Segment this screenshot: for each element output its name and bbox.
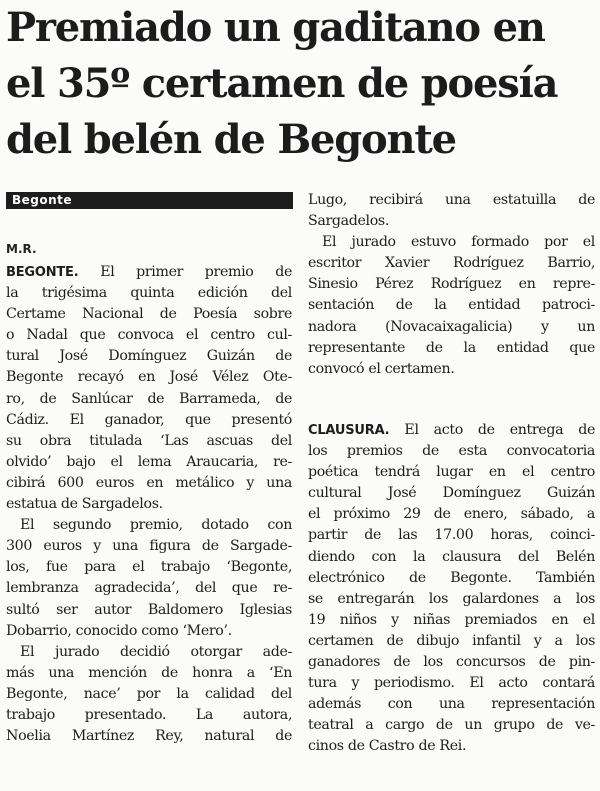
text-line: ro, de Sanlúcar de Barrameda, de xyxy=(6,390,292,407)
text-line: los, fue para el trabajo ‘Begonte, xyxy=(6,559,292,576)
headline xyxy=(6,0,596,168)
text-line: teatral a cargo de un grupo de ve- xyxy=(308,717,595,734)
text-line: partir de las 17.00 horas, coinci- xyxy=(308,527,595,544)
text-line: cibirá 600 euros en metálico y una xyxy=(6,474,292,491)
text-line: Certame Nacional de Poesía sobre xyxy=(6,306,292,323)
text-line: Sargadelos. xyxy=(308,213,389,230)
text-line: cinos de Castro de Rei. xyxy=(308,738,467,755)
text-line: trabajo presentado. La autora, xyxy=(6,706,292,723)
text-line: tural José Domínguez Guizán de xyxy=(6,348,292,365)
text-line: nadora (Novacaixagalicia) y un xyxy=(308,318,595,335)
right-column-body-bottom xyxy=(308,420,595,758)
text-line: el próximo 29 de enero, sábado, a xyxy=(308,506,595,523)
text-line: la trigésima quinta edición del xyxy=(6,285,292,302)
headline-line: el 35º certamen de poesía xyxy=(6,60,558,107)
text-line: estatua de Sargadelos. xyxy=(6,496,163,513)
text-line: El jurado estuvo formado por el xyxy=(322,234,595,251)
text-line: certamen de dibujo infantil y a los xyxy=(308,632,595,649)
text-line: Dobarrio, conocido como ‘Mero’. xyxy=(6,622,232,639)
text-line: 19 niños y niñas premiados en el xyxy=(308,611,595,628)
text-line: ganadores de los concursos de pin- xyxy=(308,654,595,671)
text-line: se entregarán los galardones a los xyxy=(308,590,595,607)
text-line: más una mención de honra a ‘En xyxy=(6,664,292,681)
text-line: Noelia Martínez Rey, natural de xyxy=(6,728,292,745)
text-line: olvido’ bajo el lema Araucaria, re- xyxy=(6,453,292,470)
text-line: Cádiz. El ganador, que presentó xyxy=(6,411,292,428)
text-line: sentación de la entidad patroci- xyxy=(308,297,595,314)
text-line: lembranza agradecida’, del que re- xyxy=(6,580,292,597)
text-line: sultó ser autor Baldomero Iglesias xyxy=(6,601,292,618)
text-line: escritor Xavier Rodríguez Barrio, xyxy=(308,255,595,272)
text-line: su obra titulada ‘Las ascuas del xyxy=(6,432,292,449)
text-line: El jurado decidió otorgar ade- xyxy=(20,643,292,660)
left-column-body xyxy=(6,262,292,747)
text-line: los premios de esta convocatoria xyxy=(308,443,595,460)
text-line: tura y periodismo. El acto contará xyxy=(308,675,595,692)
right-column-body-top xyxy=(308,190,595,380)
text-line: convocó el certamen. xyxy=(308,360,455,377)
headline-line: Premiado un gaditano en xyxy=(6,4,545,51)
text-line: Begonte recayó en José Vélez Ote- xyxy=(6,369,292,386)
subhead-clausura: CLAUSURA. xyxy=(308,423,390,438)
text-line: Begonte, nace’ por la calidad del xyxy=(6,685,292,702)
text-line: electrónico de Begonte. También xyxy=(308,569,595,586)
text-line: El segundo premio, dotado con xyxy=(20,517,292,534)
text-line: BEGONTE. El primer premio de xyxy=(6,264,292,280)
text-line: 300 euros y una figura de Sargade- xyxy=(6,538,292,555)
text-line: además con una representación xyxy=(308,696,595,713)
lead-placename: BEGONTE. xyxy=(6,265,79,280)
text-line: representante de la entidad que xyxy=(308,339,595,356)
text-line: CLAUSURA. El acto de entrega de xyxy=(308,422,595,438)
text-line: Sinesio Pérez Rodríguez en repre- xyxy=(308,276,595,293)
text-line: o Nadal que convoca el centro cul- xyxy=(6,327,292,344)
section-label: Begonte xyxy=(6,192,293,209)
text-line: diendo con la clausura del Belén xyxy=(308,548,595,565)
text-line: poética tendrá lugar en el centro xyxy=(308,464,595,481)
byline: M.R. xyxy=(6,242,37,256)
text-line: cultural José Domínguez Guizán xyxy=(308,485,595,502)
headline-line: del belén de Begonte xyxy=(6,116,456,163)
text-line: Lugo, recibirá una estatuilla de xyxy=(308,192,595,208)
